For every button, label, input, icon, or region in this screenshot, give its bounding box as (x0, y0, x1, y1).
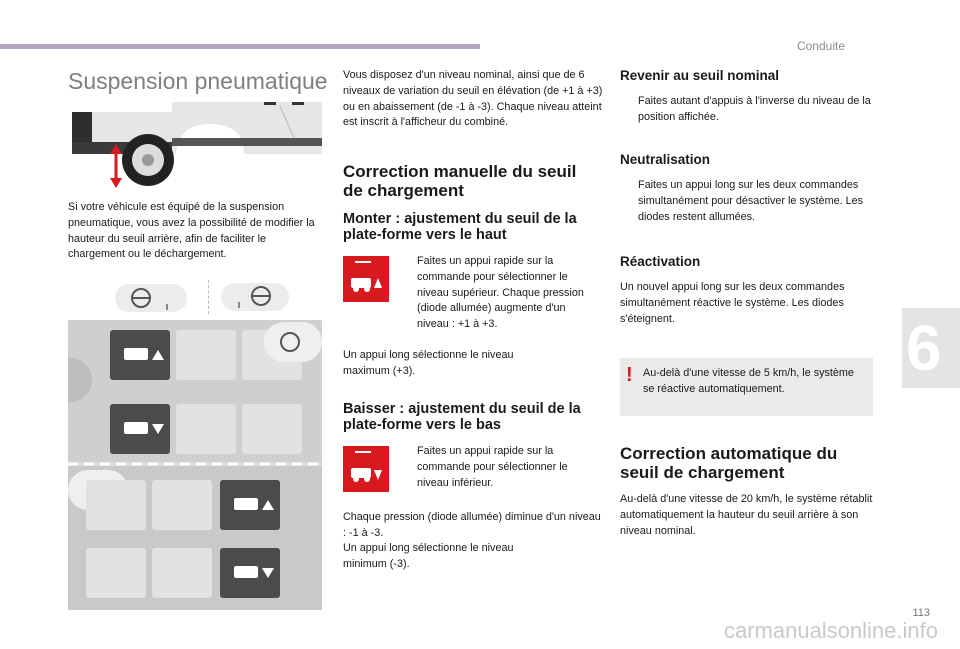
reactivation-paragraph: Un nouvel appui long sur les deux commandes simultanément réactive le système. Les diodes s'éteignent. (620, 281, 845, 325)
van-up-icon (343, 256, 389, 302)
raise-heading: Monter : ajustement du seuil de la plate-forme vers le haut (343, 211, 577, 243)
van-rear-illustration (68, 98, 322, 190)
watermark: carmanualsonline.info (723, 618, 938, 643)
warning-note (620, 358, 873, 416)
page-title: Suspension pneumatique (68, 68, 328, 94)
lower-long-press: Un appui long sélectionne le niveau minimum (-3). (343, 542, 514, 570)
neutralisation-heading: Neutralisation (620, 152, 711, 167)
auto-correction-paragraph: Au-delà d'une vitesse de 20 km/h, le système rétablit automatiquement la hauteur du seuil arrière à son niveau nominal. (620, 493, 873, 537)
lower-bullet: Faites un appui rapide sur la commande pour sélectionner le niveau inférieur. (417, 445, 568, 489)
section-label: Conduite (796, 39, 845, 53)
switch-panel-illustration (68, 320, 322, 610)
steering-wheel-icon (115, 282, 187, 314)
nominal-level-paragraph: Vous disposez d'un niveau nominal, ainsi que de 6 niveaux de variation du seuil en élévation (de +1 à +3) ou en abaissement (de -1 à -3). Chaque niveau atteint est inscrit à l'afficheur du combiné. (343, 69, 603, 129)
reactivation-heading: Réactivation (620, 254, 701, 269)
intro-paragraph: Si votre véhicule est équipé de la suspension pneumatique, vous avez la possibilité de modifier la hauteur du seuil arrière, afin de faciliter le chargement ou le déchargement. (68, 201, 315, 261)
return-bullet: Faites autant d'appuis à l'inverse du niveau de la position affichée. (638, 95, 871, 123)
manual-correction-heading: Correction manuelle du seuil de chargement (343, 162, 577, 200)
chapter-tab (902, 308, 960, 388)
warning-text: Au-delà d'une vitesse de 5 km/h, le système se réactive automatiquement. (643, 367, 854, 395)
raise-long-press: Un appui long sélectionne le niveau maximum (+3). (343, 349, 514, 377)
neutralisation-bullet: Faites un appui long sur les deux commandes simultanément pour désactiver le système. Les diodes restent allumées. (638, 179, 864, 223)
steering-wheel-icon (208, 280, 289, 314)
auto-correction-heading: Correction automatique du seuil de chargement (620, 444, 838, 482)
lower-heading: Baisser : ajustement du seuil de la plate-forme vers le bas (343, 401, 581, 433)
warning-icon: ! (626, 364, 633, 386)
van-down-icon (343, 446, 389, 492)
return-nominal-heading: Revenir au seuil nominal (620, 68, 780, 83)
lower-press-paragraph: Chaque pression (diode allumée) diminue d'un niveau : -1 à -3. (343, 511, 601, 539)
page-number: 113 (912, 607, 930, 619)
header-accent-bar (0, 44, 480, 49)
raise-bullet: Faites un appui rapide sur la commande pour sélectionner le niveau supérieur. Chaque pression (diode allumée) augmente d'un niveau : +1 à +3. (417, 255, 584, 331)
chapter-number: 6 (906, 312, 942, 384)
